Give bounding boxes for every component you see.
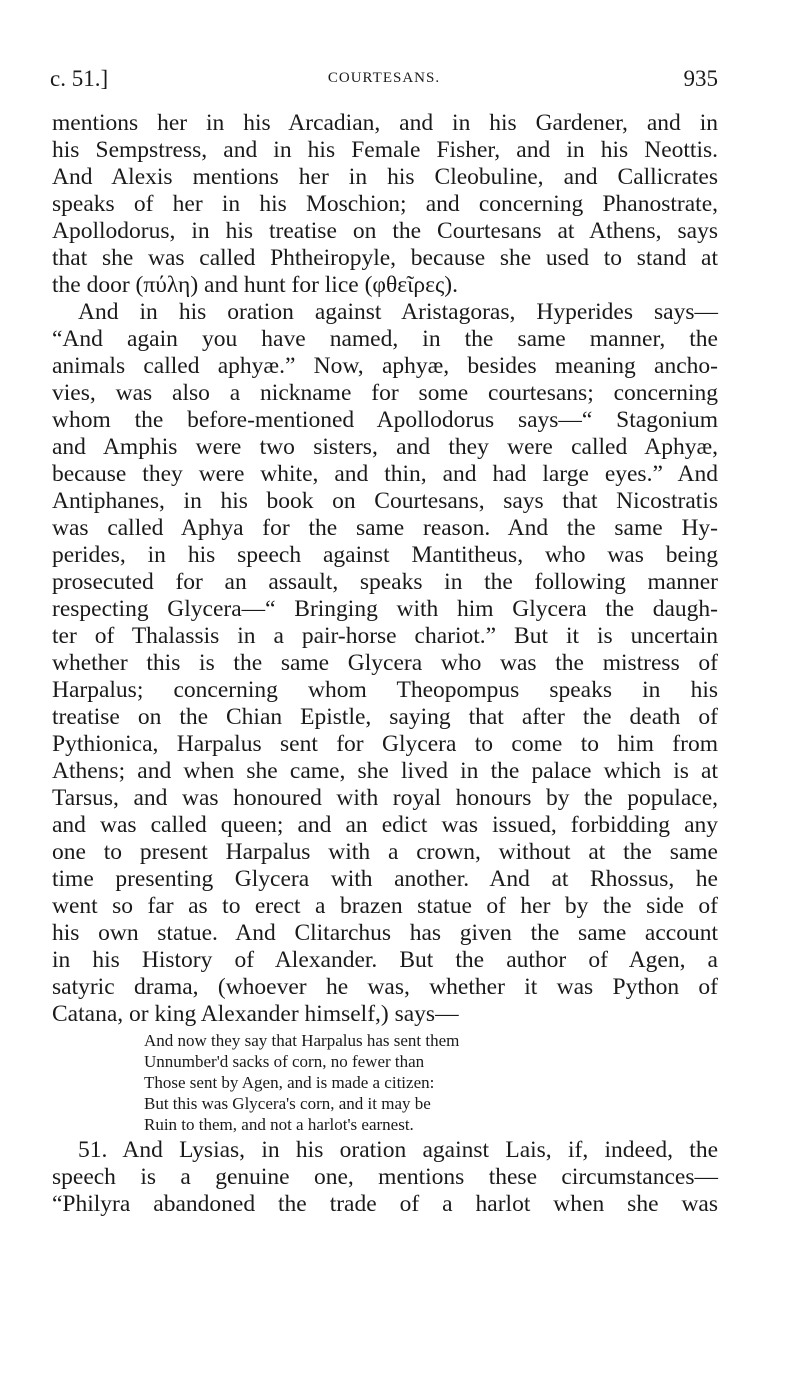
text-line: Antiphanes, in his book on Courtesans, says that Nicostratis xyxy=(52,488,718,514)
text-line: Catana, or king Alexander himself,) says— xyxy=(52,1001,459,1027)
paragraph-1 xyxy=(52,110,718,299)
text-line: And Alexis mentions her in his Cleobuline, and Callicrates xyxy=(52,164,718,190)
text-line: one to present Harpalus with a crown, without at the same xyxy=(52,839,718,865)
text-line: Harpalus; concerning whom Theopompus speaks in his xyxy=(52,677,718,703)
text-line: that she was called Phtheiropyle, because she used to stand at xyxy=(52,245,718,271)
text-line: ter of Thalassis in a pair-horse chariot.” But it is uncertain xyxy=(52,623,718,649)
text-line: satyric drama, (whoever he was, whether it was Python of xyxy=(52,974,718,1000)
text-line: “Philyra abandoned the trade of a harlot when she was xyxy=(52,1191,718,1217)
text-line: was called Aphya for the same reason. And the same Hy- xyxy=(52,515,718,541)
text-line: 51. And Lysias, in his oration against Lais, if, indeed, the xyxy=(78,1137,718,1163)
text-line: Pythionica, Harpalus sent for Glycera to come to him from xyxy=(52,731,718,757)
text-line: respecting Glycera—“ Bringing with him Glycera the daugh- xyxy=(52,596,718,622)
text-line: the door (πύλη) and hunt for lice (φθεῖρες). xyxy=(52,272,459,298)
text-line: treatise on the Chian Epistle, saying that after the death of xyxy=(52,704,718,730)
text-line: whether this is the same Glycera who was the mistress of xyxy=(52,650,718,676)
text-line: Athens; and when she came, she lived in the palace which is at xyxy=(52,758,718,784)
text-line: speech is a genuine one, mentions these circumstances— xyxy=(52,1164,718,1190)
paragraph-3 xyxy=(52,1137,718,1218)
verse-quotation xyxy=(52,1030,718,1135)
page-number: 935 xyxy=(683,66,718,91)
verse-line: But this was Glycera's corn, and it may be xyxy=(144,1094,431,1113)
text-line: his own statue. And Clitarchus has given the same account xyxy=(52,920,718,946)
text-line: vies, was also a nickname for some courtesans; concerning xyxy=(52,380,718,406)
paragraph-2 xyxy=(52,299,718,1028)
text-line: And in his oration against Aristagoras, Hyperides says— xyxy=(78,299,718,325)
text-line: because they were white, and thin, and had large eyes.” And xyxy=(52,461,718,487)
text-line: whom the before-mentioned Apollodorus says—“ Stagonium xyxy=(52,407,718,433)
text-line: time presenting Glycera with another. And at Rhossus, he xyxy=(52,866,718,892)
verse-line: And now they say that Harpalus has sent them xyxy=(144,1031,460,1050)
text-line: mentions her in his Arcadian, and in his Gardener, and in xyxy=(52,110,718,136)
text-line: speaks of her in his Moschion; and concerning Phanostrate, xyxy=(52,191,718,217)
text-line: and Amphis were two sisters, and they were called Aphyæ, xyxy=(52,434,718,460)
text-line: perides, in his speech against Mantitheus, who was being xyxy=(52,542,718,568)
text-line: and was called queen; and an edict was issued, forbidding any xyxy=(52,812,718,838)
text-line: “And again you have named, in the same manner, the xyxy=(52,326,718,352)
chapter-marker: c. 51.] xyxy=(50,66,109,91)
text-line: Apollodorus, in his treatise on the Courtesans at Athens, says xyxy=(52,218,718,244)
text-line: animals called aphyæ.” Now, aphyæ, besides meaning ancho- xyxy=(52,353,718,379)
text-line: his Sempstress, and in his Female Fisher, and in his Neottis. xyxy=(52,137,718,163)
text-line: went so far as to erect a brazen statue of her by the side of xyxy=(52,893,718,919)
text-line: in his History of Alexander. But the author of Agen, a xyxy=(52,947,718,973)
verse-line: Ruin to them, and not a harlot's earnest. xyxy=(144,1115,414,1134)
running-head xyxy=(50,66,718,98)
verse-line: Those sent by Agen, and is made a citizen: xyxy=(144,1073,435,1092)
running-title: COURTESANS. xyxy=(327,70,441,86)
text-line: Tarsus, and was honoured with royal honours by the populace, xyxy=(52,785,718,811)
body-text xyxy=(52,110,718,1218)
verse-line: Unnumber'd sacks of corn, no fewer than xyxy=(144,1052,425,1071)
text-line: prosecuted for an assault, speaks in the following manner xyxy=(52,569,718,595)
